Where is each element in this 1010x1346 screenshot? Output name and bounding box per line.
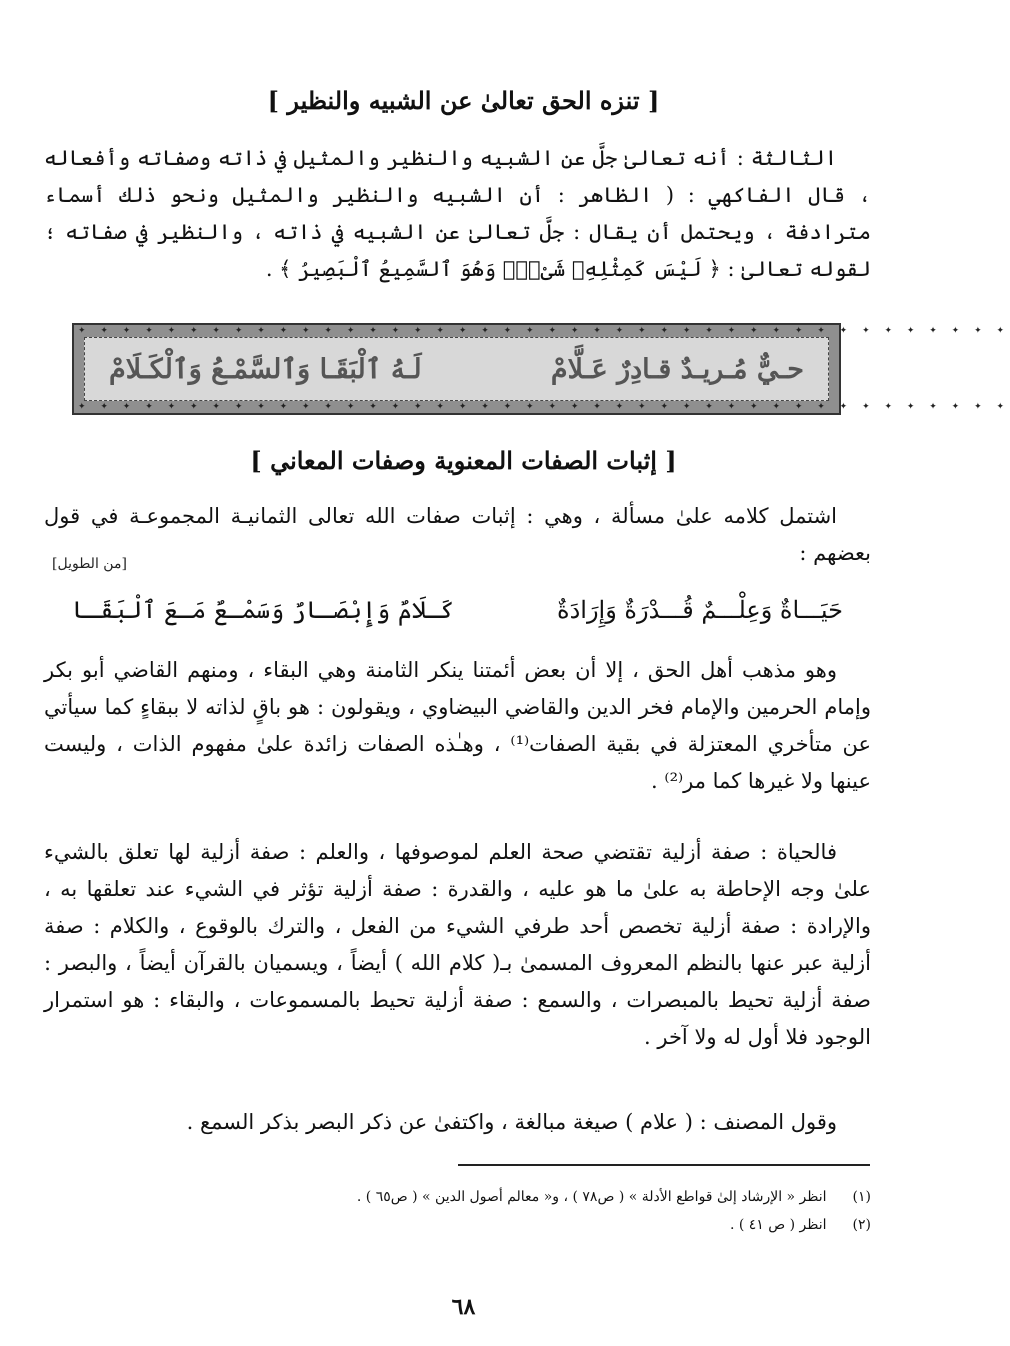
poem-line-right: حـيٌّ مُـريـدٌ قـادِرٌ عَـلَّامْ [550, 353, 804, 385]
paragraph-4 [44, 834, 871, 1056]
footnote-2 [180, 1212, 871, 1238]
paragraph-3-text: وهو مذهب أهل الحق ، إلا أن بعض أئمتنا ينكر الثامنة وهي البقاء ، ومنهم القاضي أبو بكر وإمام الحرمين والإمام فخر الدين والقاضي البيضاوي ، ويقولون : هو باقٍ لذاته لا ببقاءٍ كما سيأتي عن متأخري المعتزلة في بقية الصفات⁽¹⁾ ، وهـٰذه الصفات زائدة علىٰ مفهوم الذات ، وليست عينها ولا غيرها كما مر⁽²⁾ . [44, 658, 872, 793]
footnote-separator [458, 1164, 870, 1166]
footnote-number: (١) [852, 1189, 871, 1205]
section-heading-2: [ إثبات الصفات المعنوية وصفات المعاني ] [250, 446, 677, 475]
paragraph-2 [44, 498, 871, 572]
paragraph-2-text: اشتمل كلامه علىٰ مسألة ، وهي : إثبات صفات الله تعالى الثمانيـة المجموعـة في قول بعضهم : [44, 504, 871, 565]
section-heading-1: [ تنزه الحق تعالىٰ عن الشبيه والنظير ] [267, 86, 660, 115]
ornament-border-top: ✦ ✦ ✦ ✦ ✦ ✦ ✦ ✦ ✦ ✦ ✦ ✦ ✦ ✦ ✦ ✦ ✦ ✦ ✦ ✦ ✦ ✦ ✦ ✦ ✦ ✦ ✦ ✦ ✦ ✦ ✦ ✦ ✦ ✦ ✦ ✦ ✦ ✦ ✦ ✦ ✦ ✦ [78, 326, 1010, 336]
ornament-inner [84, 337, 829, 401]
ornament-border-bottom: ✦ ✦ ✦ ✦ ✦ ✦ ✦ ✦ ✦ ✦ ✦ ✦ ✦ ✦ ✦ ✦ ✦ ✦ ✦ ✦ ✦ ✦ ✦ ✦ ✦ ✦ ✦ ✦ ✦ ✦ ✦ ✦ ✦ ✦ ✦ ✦ ✦ ✦ ✦ ✦ ✦ ✦ [78, 402, 1010, 412]
footnote-text: انظر « الإرشاد إلىٰ قواطع الأدلة » ( ص٧٨ ) ، و« معالم أصول الدين » ( ص٦٥ ) . [356, 1189, 827, 1205]
paragraph-1 [44, 140, 871, 288]
paragraph-1-text: الثالثة : أنه تعالىٰ جلَّ عن الشبيه والنظير والمثيل في ذاته وصفاته وأفعاله ، قال الفاكهي : ( الظاهر : أن الشبيه والنظير والمثيل ونحو ذلك أسماء مترادفة ، ويحتمل أن يقال : جلَّ تعالىٰ عن الشبيه في ذاته ، والنظير في صفاته ؛ لقوله تعالىٰ : ﴿ لَيْسَ كَمِثْلِهِۦ شَىْءٌۖ وَهُوَ ٱلسَّمِيعُ ٱلْبَصِيرُ ﴾ . [44, 146, 871, 281]
paragraph-5-text: وقول المصنف : ( علام ) صيغة مبالغة ، واكتفىٰ عن ذكر البصر بذكر السمع . [186, 1110, 837, 1134]
poem-line-left: لَـهُ ٱلْبَقَـا وَٱلسَّمْـعُ وَٱلْكَـلَامْ [109, 353, 422, 385]
page-number: ٦٨ [451, 1294, 476, 1320]
footnote-text: انظر ( ص ٤١ ) . [729, 1217, 827, 1233]
ornamental-verse-frame [72, 323, 1010, 415]
paragraph-3 [44, 652, 871, 800]
paragraph-5 [44, 1104, 871, 1141]
meter-label: [من الطويل] [52, 556, 127, 572]
footnote-1 [180, 1184, 871, 1210]
verse-hemistich-left: كَـلَامٌ وَإِبْصَـارٌ وَسَمْـعٌ مَـعَ ٱلْبَقَـا [72, 596, 455, 624]
footnote-number: (٢) [852, 1217, 871, 1233]
paragraph-4-text: فالحياة : صفة أزلية تقتضي صحة العلم لموصوفها ، والعلم : صفة أزلية لها تعلق بالشيء علىٰ وجه الإحاطة به علىٰ ما هو عليه ، والقدرة : صفة أزلية تؤثر في الشيء عند تعلقها به ، والإرادة : صفة أزلية تخصص أحد طرفي الشيء من الفعل ، والترك بالوقوع ، والكلام : صفة أزلية عبر عنها بالنظم المعروف المسمىٰ بـ( كلام الله ) أيضاً ، ويسميان بالقرآن أيضاً ، والبصر : صفة أزلية تحيط بالمبصرات ، والسمع : صفة أزلية تحيط بالمسموعات ، والبقاء : هو استمرار الوجود فلا أول له ولا آخر . [44, 840, 871, 1049]
verse-hemistich-right: حَيَـــاةٌ وَعِلْـــمٌ قُـــدْرَةٌ وَإِرَادَةٌ [557, 596, 843, 624]
